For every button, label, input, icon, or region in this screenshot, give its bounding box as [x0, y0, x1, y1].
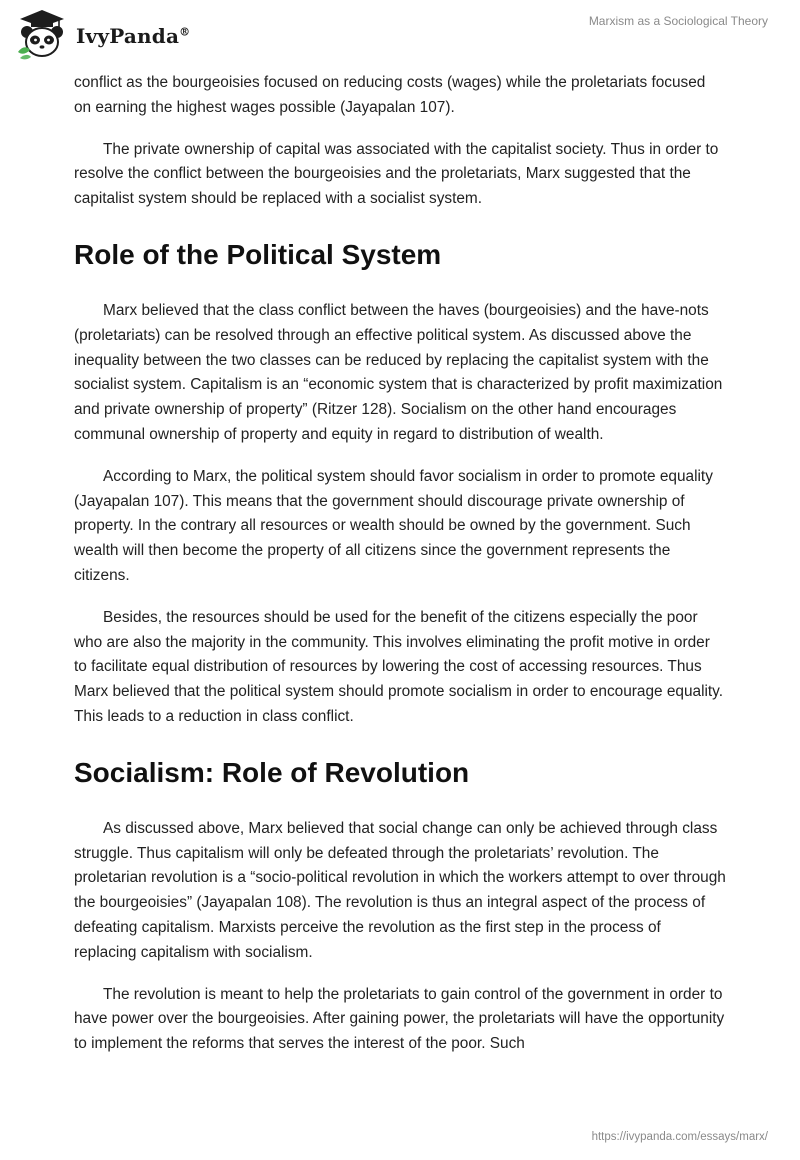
page-header: [0, 0, 800, 70]
paragraph: conflict as the bourgeoisies focused on reducing costs (wages) while the proletariats focused on earning the highest wages possible (Jayapalan 107).: [74, 74, 706, 116]
brand-name: IvyPanda®: [76, 24, 191, 48]
section-heading: Socialism: Role of Revolution: [74, 756, 470, 788]
paragraph: As discussed above, Marx believed that social change can only be achieved through class struggle. Thus capitalism will only be defeated through the proletariats’ revolution. The proletarian revolution is a “socio-political revolution in which the workers attempt to over through the bourgeoisies” (Jayapalan 108). The revolution is thus an integral aspect of the process of defeating capitalism. Marxists perceive the revolution as the first step in the process of replacing capitalism with socialism.: [74, 819, 726, 961]
source-url-link[interactable]: https://ivypanda.com/essays/marx/: [591, 1131, 768, 1143]
paragraph: The private ownership of capital was associated with the capitalist society. Thus in order to resolve the conflict between the bourgeoisies and the proletariats, Marx suggested that the capitalist system should be replaced with a socialist system.: [74, 140, 719, 208]
running-title: Marxism as a Sociological Theory: [588, 14, 768, 28]
paragraph: According to Marx, the political system should favor socialism in order to promote equality (Jayapalan 107). This means that the government should discourage private ownership of property. In the contrary all resources or wealth should be owned by the government. Such wealth will then become the property of all citizens since the government represents the citizens.: [74, 467, 713, 584]
ivypanda-logo[interactable]: [14, 8, 190, 60]
paragraph: Besides, the resources should be used for the benefit of the citizens especially the poor who are also the majority in the community. This involves eliminating the profit motive in order to facilitate equal distribution of resources by lowering the cost of accessing resources. Thus Marx believed that the political system should promote socialism in order to encourage equality. This leads to a reduction in class conflict.: [74, 608, 724, 725]
paragraph: Marx believed that the class conflict between the haves (bourgeoisies) and the have-nots (proletariats) can be resolved through an effective political system. As discussed above the inequality between the two classes can be reduced by replacing the capitalist system with the socialist system. Capitalism is an “economic system that is characterized by profit maximization and private ownership of property” (Ritzer 128). Socialism on the other hand encourages communal ownership of property and equity in regard to distribution of wealth.: [74, 301, 723, 443]
panda-graduate-icon: [14, 8, 70, 60]
essay-body: [74, 71, 726, 1074]
section-heading: Role of the Political System: [74, 238, 442, 270]
paragraph: The revolution is meant to help the proletariats to gain control of the government in order to have power over the bourgeoisies. After gaining power, the proletariats will have the opportunity to implement the reforms that serves the interest of the poor. Such: [74, 985, 725, 1053]
